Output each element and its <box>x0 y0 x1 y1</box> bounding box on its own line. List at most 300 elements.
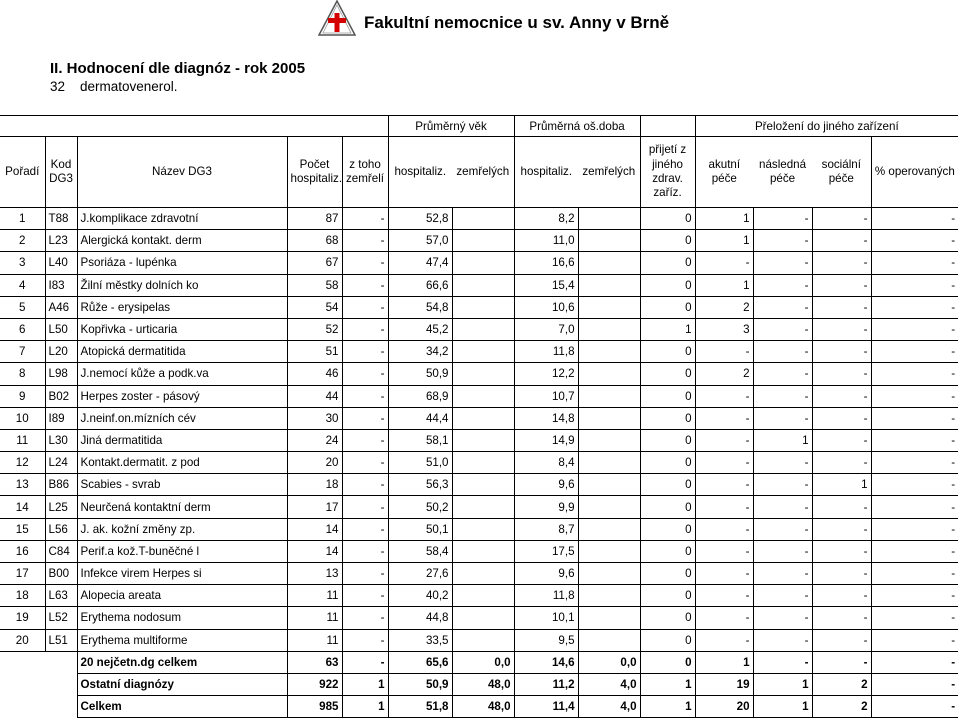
cell-code: L23 <box>45 230 77 252</box>
cell-rank: 17 <box>0 563 45 585</box>
cell-age-dead: 48,0 <box>452 673 514 695</box>
cell-count: 51 <box>287 341 342 363</box>
cell-follow: - <box>753 518 812 540</box>
col-acute: akutní péče <box>695 137 753 208</box>
cell-admission: 1 <box>640 318 695 340</box>
cell-los-hosp: 12,2 <box>514 363 578 385</box>
cell-operated: - <box>871 673 958 695</box>
cell-name: Neurčená kontaktní derm <box>77 496 287 518</box>
cell-operated: - <box>871 318 958 340</box>
cell-age-dead <box>452 496 514 518</box>
cell-los-hosp: 11,2 <box>514 673 578 695</box>
cell-summary-label: Celkem <box>77 696 287 718</box>
table-row <box>0 629 958 651</box>
cell-admission: 0 <box>640 651 695 673</box>
cell-deceased: - <box>342 474 388 496</box>
col-name: Název DG3 <box>77 137 287 208</box>
cell-deceased: - <box>342 629 388 651</box>
cell-code: B86 <box>45 474 77 496</box>
cell-acute: - <box>695 585 753 607</box>
cell-rank: 9 <box>0 385 45 407</box>
cell-count: 11 <box>287 607 342 629</box>
cell-social: - <box>812 540 871 562</box>
cell-deceased: - <box>342 230 388 252</box>
cell-acute: 1 <box>695 651 753 673</box>
col-follow: následná péče <box>753 137 812 208</box>
cell-age-dead: 0,0 <box>452 651 514 673</box>
cell-social: - <box>812 385 871 407</box>
cell-deceased: - <box>342 252 388 274</box>
cell-social: - <box>812 585 871 607</box>
col-rank: Pořadí <box>0 137 45 208</box>
cell-deceased: - <box>342 563 388 585</box>
cell-age-hosp: 40,2 <box>388 585 452 607</box>
cell-code: I89 <box>45 407 77 429</box>
cell-name: Perif.a kož.T-buněčné l <box>77 540 287 562</box>
group-header-los: Průměrná oš.doba <box>514 116 640 137</box>
table-row <box>0 363 958 385</box>
cell-name: Jiná dermatitida <box>77 429 287 451</box>
cell-admission: 0 <box>640 585 695 607</box>
cell-los-dead: 4,0 <box>578 696 640 718</box>
cell-operated: - <box>871 341 958 363</box>
cell-operated: - <box>871 296 958 318</box>
cell-los-dead <box>578 452 640 474</box>
cell-follow: 1 <box>753 673 812 695</box>
cell-los-hosp: 9,6 <box>514 563 578 585</box>
cell-count: 985 <box>287 696 342 718</box>
cell-count: 24 <box>287 429 342 451</box>
table-row <box>0 607 958 629</box>
cell-operated: - <box>871 540 958 562</box>
cell-deceased: - <box>342 407 388 429</box>
cell-rank: 4 <box>0 274 45 296</box>
cell-age-hosp: 45,2 <box>388 318 452 340</box>
cell-deceased: - <box>342 540 388 562</box>
cell-count: 52 <box>287 318 342 340</box>
cell-acute: - <box>695 341 753 363</box>
cell-age-dead <box>452 274 514 296</box>
cell-social: - <box>812 496 871 518</box>
cell-admission: 0 <box>640 563 695 585</box>
cell-los-hosp: 10,6 <box>514 296 578 318</box>
cell-age-hosp: 57,0 <box>388 230 452 252</box>
cell-acute: 20 <box>695 696 753 718</box>
cell-count: 20 <box>287 452 342 474</box>
col-age-dead: zemřelých <box>452 137 514 208</box>
cell-follow: - <box>753 385 812 407</box>
cell-count: 44 <box>287 385 342 407</box>
cell-summary-label: Ostatní diagnózy <box>77 673 287 695</box>
cell-age-hosp: 66,6 <box>388 274 452 296</box>
cell-acute: 2 <box>695 296 753 318</box>
cell-count: 14 <box>287 518 342 540</box>
cell-deceased: - <box>342 607 388 629</box>
cell-social: - <box>812 363 871 385</box>
cell-operated: - <box>871 230 958 252</box>
cell-follow: - <box>753 651 812 673</box>
table-group-header-row <box>0 116 958 137</box>
summary-row <box>0 651 958 673</box>
cell-admission: 0 <box>640 407 695 429</box>
cell-deceased: - <box>342 585 388 607</box>
hospital-logo-icon <box>318 0 356 36</box>
cell-admission: 0 <box>640 230 695 252</box>
col-social: sociální péče <box>812 137 871 208</box>
cell-follow: - <box>753 363 812 385</box>
cell-admission: 0 <box>640 429 695 451</box>
cell-follow: - <box>753 208 812 230</box>
cell-los-hosp: 8,7 <box>514 518 578 540</box>
cell-los-hosp: 11,0 <box>514 230 578 252</box>
cell-social: - <box>812 651 871 673</box>
cell-age-hosp: 50,2 <box>388 496 452 518</box>
cell-social: - <box>812 296 871 318</box>
cell-social: - <box>812 452 871 474</box>
cell-deceased: - <box>342 496 388 518</box>
cell-rank: 2 <box>0 230 45 252</box>
cell-age-hosp: 51,8 <box>388 696 452 718</box>
group-header-age: Průměrný věk <box>388 116 514 137</box>
cell-follow: - <box>753 629 812 651</box>
cell-name: Žilní městky dolních ko <box>77 274 287 296</box>
table-row <box>0 496 958 518</box>
cell-rank: 20 <box>0 629 45 651</box>
cell-follow: - <box>753 341 812 363</box>
cell-admission: 0 <box>640 452 695 474</box>
cell-count: 63 <box>287 651 342 673</box>
cell-social: - <box>812 274 871 296</box>
cell-age-dead <box>452 607 514 629</box>
cell-follow: - <box>753 452 812 474</box>
cell-acute: - <box>695 563 753 585</box>
cell-los-hosp: 10,7 <box>514 385 578 407</box>
cell-admission: 0 <box>640 363 695 385</box>
cell-operated: - <box>871 452 958 474</box>
cell-operated: - <box>871 651 958 673</box>
cell-admission: 1 <box>640 673 695 695</box>
cell-los-dead <box>578 518 640 540</box>
cell-age-dead <box>452 563 514 585</box>
table-row <box>0 230 958 252</box>
cell-follow: - <box>753 274 812 296</box>
cell-age-hosp: 52,8 <box>388 208 452 230</box>
cell-rank: 5 <box>0 296 45 318</box>
cell-follow: - <box>753 230 812 252</box>
cell-code: L40 <box>45 252 77 274</box>
cell-admission: 1 <box>640 696 695 718</box>
cell-age-hosp: 50,1 <box>388 518 452 540</box>
cell-rank: 7 <box>0 341 45 363</box>
cell-code: L51 <box>45 629 77 651</box>
cell-rank: 11 <box>0 429 45 451</box>
cell-acute: - <box>695 518 753 540</box>
cell-name: Alergická kontakt. derm <box>77 230 287 252</box>
cell-age-hosp: 47,4 <box>388 252 452 274</box>
cell-acute: - <box>695 252 753 274</box>
cell-age-dead <box>452 296 514 318</box>
cell-operated: - <box>871 607 958 629</box>
cell-operated: - <box>871 252 958 274</box>
cell-admission: 0 <box>640 385 695 407</box>
col-age-hosp: hospitaliz. <box>388 137 452 208</box>
summary-spacer <box>0 696 77 718</box>
cell-name: J.komplikace zdravotní <box>77 208 287 230</box>
cell-name: Alopecia areata <box>77 585 287 607</box>
table-row <box>0 540 958 562</box>
cell-admission: 0 <box>640 607 695 629</box>
section-name: dermatovenerol. <box>80 79 178 94</box>
cell-los-dead <box>578 208 640 230</box>
cell-age-dead <box>452 252 514 274</box>
cell-age-dead <box>452 407 514 429</box>
cell-los-hosp: 7,0 <box>514 318 578 340</box>
cell-age-dead <box>452 540 514 562</box>
cell-count: 87 <box>287 208 342 230</box>
cell-age-dead <box>452 452 514 474</box>
cell-count: 11 <box>287 629 342 651</box>
cell-code: L30 <box>45 429 77 451</box>
group-header-transfer: Přeložení do jiného zařízení <box>695 116 958 137</box>
cell-acute: 1 <box>695 230 753 252</box>
cell-deceased: - <box>342 363 388 385</box>
cell-code: L63 <box>45 585 77 607</box>
cell-age-dead <box>452 518 514 540</box>
cell-count: 58 <box>287 274 342 296</box>
cell-follow: - <box>753 318 812 340</box>
cell-los-dead <box>578 318 640 340</box>
cell-age-dead <box>452 385 514 407</box>
cell-los-dead <box>578 296 640 318</box>
cell-deceased: - <box>342 318 388 340</box>
report-section <box>50 79 178 94</box>
cell-admission: 0 <box>640 252 695 274</box>
cell-code: L50 <box>45 318 77 340</box>
cell-deceased: - <box>342 651 388 673</box>
cell-age-hosp: 50,9 <box>388 363 452 385</box>
cell-code: L25 <box>45 496 77 518</box>
cell-admission: 0 <box>640 496 695 518</box>
cell-admission: 0 <box>640 518 695 540</box>
cell-acute: - <box>695 429 753 451</box>
cell-age-hosp: 58,4 <box>388 540 452 562</box>
cell-age-dead <box>452 230 514 252</box>
col-code: Kod DG3 <box>45 137 77 208</box>
cell-rank: 14 <box>0 496 45 518</box>
cell-code: L56 <box>45 518 77 540</box>
cell-age-hosp: 50,9 <box>388 673 452 695</box>
table-row <box>0 585 958 607</box>
cell-deceased: - <box>342 385 388 407</box>
cell-age-dead <box>452 318 514 340</box>
cell-age-hosp: 34,2 <box>388 341 452 363</box>
cell-los-hosp: 15,4 <box>514 274 578 296</box>
col-los-hosp: hospitaliz. <box>514 137 578 208</box>
cell-acute: - <box>695 496 753 518</box>
cell-follow: - <box>753 563 812 585</box>
cell-acute: - <box>695 407 753 429</box>
cell-los-hosp: 9,6 <box>514 474 578 496</box>
cell-count: 13 <box>287 563 342 585</box>
cell-social: - <box>812 518 871 540</box>
cell-follow: - <box>753 474 812 496</box>
cell-age-hosp: 58,1 <box>388 429 452 451</box>
table-row <box>0 429 958 451</box>
cell-name: Erythema nodosum <box>77 607 287 629</box>
cell-follow: - <box>753 607 812 629</box>
cell-deceased: - <box>342 274 388 296</box>
cell-operated: - <box>871 518 958 540</box>
cell-los-dead <box>578 407 640 429</box>
cell-code: C84 <box>45 540 77 562</box>
cell-rank: 18 <box>0 585 45 607</box>
cell-acute: - <box>695 629 753 651</box>
cell-deceased: 1 <box>342 673 388 695</box>
cell-age-hosp: 56,3 <box>388 474 452 496</box>
cell-count: 68 <box>287 230 342 252</box>
cell-acute: - <box>695 452 753 474</box>
cell-code: L98 <box>45 363 77 385</box>
cell-los-hosp: 16,6 <box>514 252 578 274</box>
diagnosis-table <box>0 115 958 718</box>
cell-operated: - <box>871 363 958 385</box>
cell-deceased: - <box>342 341 388 363</box>
cell-los-hosp: 8,4 <box>514 452 578 474</box>
cell-name: Kontakt.dermatit. z pod <box>77 452 287 474</box>
hospital-name: Fakultní nemocnice u sv. Anny v Brně <box>364 13 670 32</box>
cell-los-dead <box>578 607 640 629</box>
cell-operated: - <box>871 274 958 296</box>
cell-code: A46 <box>45 296 77 318</box>
cell-count: 67 <box>287 252 342 274</box>
table-row <box>0 385 958 407</box>
cell-follow: - <box>753 585 812 607</box>
cell-deceased: - <box>342 296 388 318</box>
cell-los-dead <box>578 429 640 451</box>
cell-social: - <box>812 407 871 429</box>
cell-operated: - <box>871 496 958 518</box>
cell-los-dead <box>578 474 640 496</box>
cell-acute: - <box>695 607 753 629</box>
cell-deceased: 1 <box>342 696 388 718</box>
cell-rank: 10 <box>0 407 45 429</box>
cell-los-dead <box>578 363 640 385</box>
cell-follow: 1 <box>753 696 812 718</box>
cell-acute: 19 <box>695 673 753 695</box>
table-row <box>0 296 958 318</box>
cell-name: Kopřivka - urticaria <box>77 318 287 340</box>
cell-social: - <box>812 230 871 252</box>
cell-age-hosp: 54,8 <box>388 296 452 318</box>
section-number: 32 <box>50 79 66 94</box>
cell-follow: - <box>753 496 812 518</box>
table-row <box>0 252 958 274</box>
cell-name: Erythema multiforme <box>77 629 287 651</box>
cell-code: I83 <box>45 274 77 296</box>
cell-social: - <box>812 629 871 651</box>
cell-acute: 3 <box>695 318 753 340</box>
cell-count: 46 <box>287 363 342 385</box>
cell-acute: 1 <box>695 208 753 230</box>
col-admission: přijetí z jiného zdrav. zaříz. <box>640 137 695 208</box>
cell-follow: 1 <box>753 429 812 451</box>
cell-age-hosp: 51,0 <box>388 452 452 474</box>
cell-admission: 0 <box>640 341 695 363</box>
summary-row <box>0 696 958 718</box>
cell-code: L20 <box>45 341 77 363</box>
cell-los-hosp: 14,9 <box>514 429 578 451</box>
cell-los-dead <box>578 629 640 651</box>
summary-row <box>0 673 958 695</box>
table-row <box>0 407 958 429</box>
cell-age-hosp: 44,4 <box>388 407 452 429</box>
cell-rank: 13 <box>0 474 45 496</box>
table-row <box>0 563 958 585</box>
cell-follow: - <box>753 252 812 274</box>
cell-admission: 0 <box>640 296 695 318</box>
cell-code: B02 <box>45 385 77 407</box>
cell-social: - <box>812 563 871 585</box>
cell-age-hosp: 68,9 <box>388 385 452 407</box>
cell-name: Infekce virem Herpes si <box>77 563 287 585</box>
cell-age-dead <box>452 363 514 385</box>
table-row <box>0 208 958 230</box>
cell-los-hosp: 17,5 <box>514 540 578 562</box>
cell-code: T88 <box>45 208 77 230</box>
cell-age-dead <box>452 208 514 230</box>
cell-name: J. ak. kožní změny zp. <box>77 518 287 540</box>
cell-age-dead <box>452 474 514 496</box>
cell-age-dead <box>452 341 514 363</box>
cell-deceased: - <box>342 429 388 451</box>
table-column-header-row <box>0 137 958 208</box>
summary-spacer <box>0 673 77 695</box>
cell-operated: - <box>871 429 958 451</box>
cell-los-dead <box>578 230 640 252</box>
cell-social: - <box>812 208 871 230</box>
cell-operated: - <box>871 407 958 429</box>
cell-los-dead <box>578 496 640 518</box>
cell-social: 2 <box>812 696 871 718</box>
cell-age-hosp: 44,8 <box>388 607 452 629</box>
cell-deceased: - <box>342 518 388 540</box>
cell-count: 11 <box>287 585 342 607</box>
cell-operated: - <box>871 385 958 407</box>
cell-age-dead <box>452 429 514 451</box>
cell-rank: 12 <box>0 452 45 474</box>
cell-los-hosp: 14,6 <box>514 651 578 673</box>
cell-age-hosp: 27,6 <box>388 563 452 585</box>
cell-admission: 0 <box>640 629 695 651</box>
cell-name: Atopická dermatitida <box>77 341 287 363</box>
cell-code: L52 <box>45 607 77 629</box>
cell-los-dead <box>578 341 640 363</box>
cell-rank: 3 <box>0 252 45 274</box>
cell-follow: - <box>753 407 812 429</box>
cell-name: J.nemocí kůže a podk.va <box>77 363 287 385</box>
cell-social: 1 <box>812 474 871 496</box>
table-row <box>0 452 958 474</box>
cell-social: - <box>812 607 871 629</box>
cell-social: - <box>812 318 871 340</box>
cell-admission: 0 <box>640 208 695 230</box>
cell-rank: 6 <box>0 318 45 340</box>
cell-count: 18 <box>287 474 342 496</box>
table-row <box>0 274 958 296</box>
cell-operated: - <box>871 208 958 230</box>
col-count: Počet hospitaliz. <box>287 137 342 208</box>
cell-count: 30 <box>287 407 342 429</box>
